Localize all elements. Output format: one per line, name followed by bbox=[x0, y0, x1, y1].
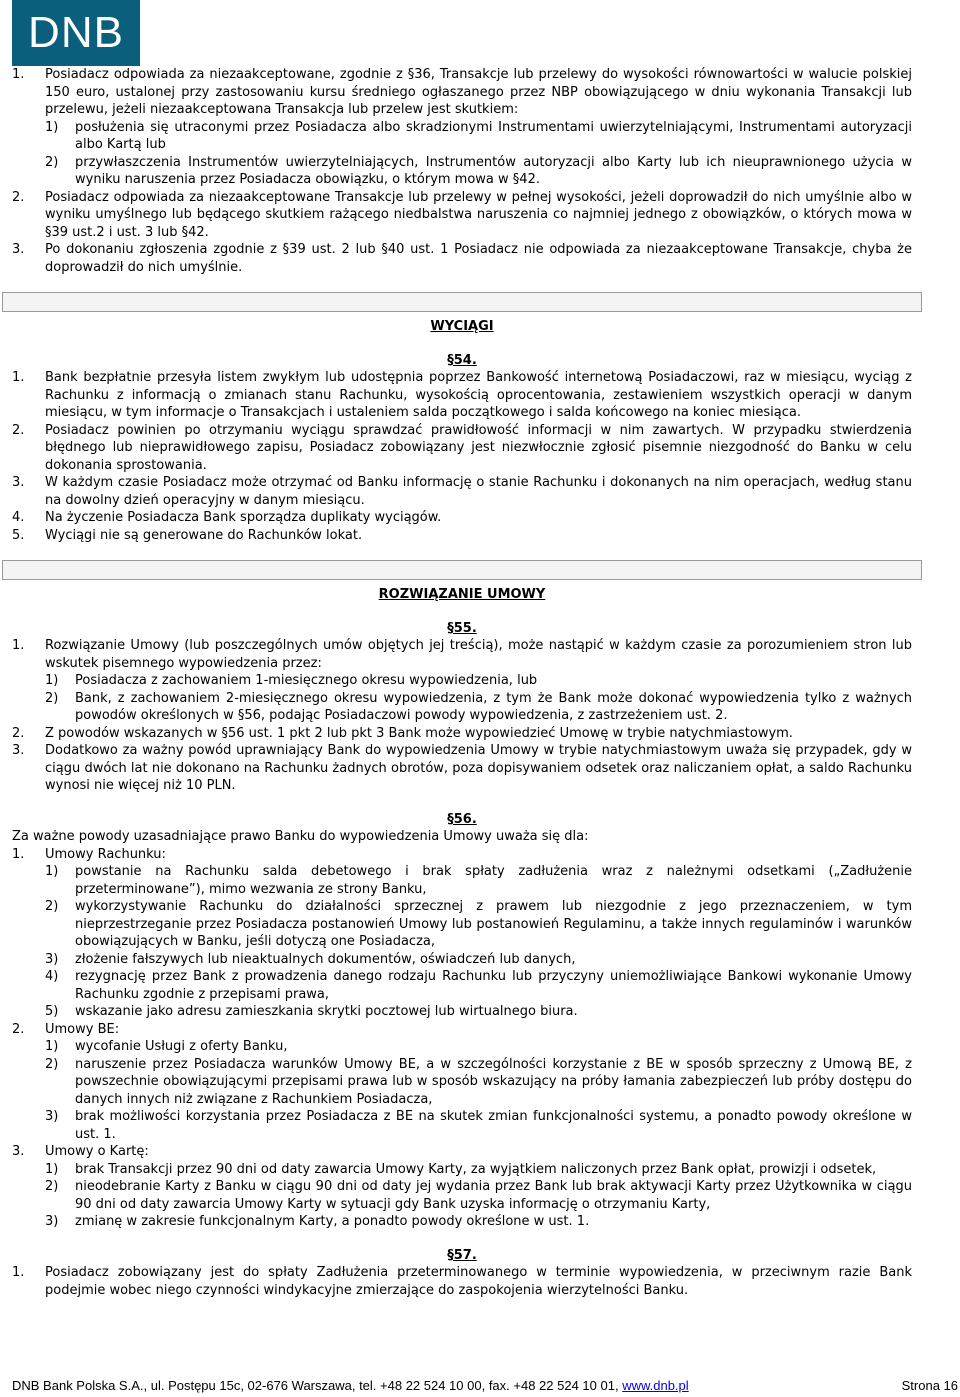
sub-item bbox=[45, 1213, 912, 1231]
section-divider bbox=[2, 560, 922, 580]
sub-text: naruszenie przez Posiadacza warunków Umowy BE, a w szczególności korzystanie z BE w sposób sprzeczny z Umową BE, z powszechnie obowiązującymi przepisami prawa lub w sposób wskazujący na próby łamania zabezpieczeń lub próby dostępu do danych innych niż związane z Rachunkiem Posiadacza, bbox=[75, 1056, 912, 1107]
item-text: W każdym czasie Posiadacz może otrzymać od Banku informację o stanie Rachunku i dokonanych na nim operacjach, według stanu na dowolny dzień operacyjny w danym miesiącu. bbox=[45, 475, 912, 508]
list-item bbox=[12, 369, 912, 422]
item-text: Bank bezpłatnie przesyła listem zwykłym lub udostępnia poprzez Bankowość internetową Posiadaczowi, raz w miesiącu, wyciąg z Rachunku z informacją o zmianach stanu Rachunku, wysokością oprocentowania, zestawieniem wszystkich operacji w danym miesiącu, w tym informacje o Transakcjach i ustaleniem salda początkowego i salda końcowego na koniec miesiąca. bbox=[45, 370, 912, 420]
sub-item bbox=[45, 1161, 912, 1179]
item-number: 1. bbox=[12, 67, 25, 82]
item-number: 2. bbox=[12, 1021, 25, 1037]
sub-text: posłużenia się utraconymi przez Posiadacza albo skradzionymi Instrumentami uwierzytelniającymi, Instrumentami autoryzacji albo Kartą lub bbox=[75, 119, 912, 152]
item-number: 3. bbox=[12, 1144, 25, 1159]
sub-item bbox=[45, 154, 912, 189]
item-number: 2. bbox=[12, 725, 25, 741]
dnb-logo bbox=[12, 0, 140, 66]
sub-number: 2) bbox=[45, 1179, 59, 1194]
sub-text: przywłaszczenia Instrumentów uwierzytelniających, Instrumentów autoryzacji albo Karty lub ich nieuprawnionego użycia w wyniku naruszenia przez Posiadacza obowiązku, o którym mowa w §42. bbox=[75, 154, 912, 187]
list-item bbox=[12, 474, 912, 509]
item-number: 4. bbox=[12, 510, 25, 525]
sub-text: wycofanie Usługi z oferty Banku, bbox=[75, 1039, 288, 1054]
item-text: Z powodów wskazanych w §56 ust. 1 pkt 2 lub pkt 3 Bank może wypowiedzieć Umowę w trybie natychmiastowym. bbox=[45, 725, 793, 741]
sub-number: 1) bbox=[45, 864, 59, 879]
sub-item bbox=[45, 863, 912, 898]
list-item bbox=[12, 637, 912, 672]
paragraph-intro: Za ważne powody uzasadniające prawo Banku do wypowiedzenia Umowy uważa się dla: bbox=[12, 829, 589, 844]
item-number: 1. bbox=[12, 1265, 25, 1280]
sub-text: brak możliwości korzystania przez Posiadacza z BE na skutek zmian funkcjonalności systemu, a ponadto powody określone w ust. 1. bbox=[75, 1109, 912, 1142]
list-item bbox=[12, 1143, 912, 1161]
list-item bbox=[12, 189, 912, 242]
item-text: Rozwiązanie Umowy (lub poszczególnych umów objętych jej treścią), może nastąpić w każdym czasie za porozumieniem stron lub wskutek pisemnego wypowiedzenia przez: bbox=[45, 638, 912, 671]
item-number: 1. bbox=[12, 846, 25, 862]
list-item bbox=[12, 422, 912, 475]
item-text: Wyciągi nie są generowane do Rachunków lokat. bbox=[45, 527, 363, 543]
sub-number: 1) bbox=[45, 1039, 59, 1054]
item-text: Dodatkowo za ważny powód uprawniający Bank do wypowiedzenia Umowy w trybie natychmiastowym uważa się przypadek, gdy w ciągu dwóch lat nie dokonano na Rachunku żadnych obrotów, poza dopisywaniem odsetek oraz naliczaniem opłat, a saldo Rachunku wynosi nie więcej niż 10 PLN. bbox=[45, 743, 912, 793]
item-number: 2. bbox=[12, 189, 25, 205]
list-item bbox=[12, 241, 912, 276]
sub-item bbox=[45, 119, 912, 154]
sub-number: 2) bbox=[45, 690, 59, 706]
footer-address-text: DNB Bank Polska S.A., ul. Postępu 15c, 02-676 Warszawa, tel. +48 22 524 10 00, fax. +48 22 524 10 01, bbox=[12, 1378, 623, 1393]
item-number: 3. bbox=[12, 743, 25, 758]
sub-item bbox=[45, 690, 912, 725]
section-title-wyciagi: WYCIĄGI bbox=[430, 319, 494, 334]
item-text: Na życzenie Posiadacza Bank sporządza duplikaty wyciągów. bbox=[45, 510, 442, 525]
sub-item bbox=[45, 1108, 912, 1143]
document-body bbox=[12, 66, 912, 1299]
section-divider bbox=[2, 292, 922, 312]
sub-number: 1) bbox=[45, 673, 59, 688]
sub-number: 2) bbox=[45, 154, 59, 170]
item-text: Posiadacz odpowiada za niezaakceptowane, zgodnie z §36, Transakcje lub przelewy do wysokości równowartości w walucie polskiej 150 euro, ustalonej przy zastosowaniu kursu średniego ogłaszanego przez NBP obowiązującego w dniu wykonania Transakcji lub przelewu, jeżeli niezaakceptowana Transakcja lub przelew jest skutkiem: bbox=[45, 67, 912, 117]
list-item bbox=[12, 742, 912, 795]
item-text: Umowy Rachunku: bbox=[45, 846, 166, 862]
item-number: 3. bbox=[12, 242, 25, 257]
item-number: 1. bbox=[12, 638, 25, 653]
sub-text: Bank, z zachowaniem 2-miesięcznego okresu wypowiedzenia, z tym że Bank może dokonać wypowiedzenia tylko z ważnych powodów określonych w §56, podając Posiadaczowi powody wypowiedzenia, z zastrzeżeniem ust. 2. bbox=[75, 690, 912, 723]
paragraph-number: §55. bbox=[447, 620, 477, 636]
item-text: Posiadacz powinien po otrzymaniu wyciągu sprawdzać prawidłowość informacji w nim zawartych. W przypadku stwierdzenia błędnego lub nieprawidłowego zapisu, Posiadacz zobowiązany jest niezwłocznie zgłosić pisemnie niezgodność do Banku w celu dokonania sprostowania. bbox=[45, 422, 912, 473]
logo-text: DNB bbox=[28, 8, 124, 57]
sub-text: rezygnację przez Bank z prowadzenia danego rodzaju Rachunku lub przyczyny uniemożliwiające Bankowi wykonanie Umowy Rachunku zgodnie z przepisami prawa, bbox=[75, 969, 912, 1002]
item-text: Umowy BE: bbox=[45, 1021, 120, 1037]
list-item bbox=[12, 66, 912, 119]
list-item bbox=[12, 509, 912, 527]
item-text: Po dokonaniu zgłoszenia zgodnie z §39 ust. 2 lub §40 ust. 1 Posiadacz nie odpowiada za niezaakceptowane Transakcje, chyba że doprowadził do nich umyślnie. bbox=[45, 242, 912, 275]
item-number: 2. bbox=[12, 422, 25, 438]
sub-item bbox=[45, 672, 912, 690]
sub-number: 5) bbox=[45, 1004, 59, 1019]
list-item bbox=[12, 846, 912, 864]
item-number: 1. bbox=[12, 370, 25, 385]
list-item bbox=[12, 527, 912, 545]
sub-number: 1) bbox=[45, 119, 59, 135]
sub-number: 2) bbox=[45, 899, 59, 914]
sub-text: powstanie na Rachunku salda debetowego i brak spłaty zadłużenia wraz z należnymi odsetkami („Zadłużenie przeterminowane”), mimo wezwania ze strony Banku, bbox=[75, 864, 912, 897]
sub-text: zmianę w zakresie funkcjonalnym Karty, a ponadto powody określone w ust. 1. bbox=[75, 1214, 590, 1229]
sub-item bbox=[45, 968, 912, 1003]
footer-address bbox=[12, 1378, 689, 1393]
sub-item bbox=[45, 1178, 912, 1213]
sub-text: złożenie fałszywych lub nieaktualnych dokumentów, oświadczeń lub danych, bbox=[75, 951, 576, 967]
list-item bbox=[12, 1264, 912, 1299]
sub-number: 4) bbox=[45, 969, 59, 984]
footer-website-link[interactable]: www.dnb.pl bbox=[622, 1378, 689, 1393]
sub-item bbox=[45, 1056, 912, 1109]
paragraph-number: §54. bbox=[447, 352, 477, 368]
sub-item bbox=[45, 1003, 912, 1021]
sub-number: 3) bbox=[45, 951, 59, 967]
sub-text: wskazanie jako adresu zamieszkania skrytki pocztowej lub wirtualnego biura. bbox=[75, 1004, 578, 1019]
sub-number: 2) bbox=[45, 1056, 59, 1072]
item-text: Umowy o Kartę: bbox=[45, 1144, 149, 1159]
item-number: 3. bbox=[12, 475, 25, 490]
sub-text: wykorzystywanie Rachunku do działalności sprzecznej z prawem lub niezgodnie z jego przeznaczeniem, w tym nieprzestrzeganie przez Posiadacza postanowień Umowy lub postanowień Regulaminu, a także innych regulaminów i warunków obowiązujących w Banku, jeśli dotyczą one Posiadacza, bbox=[75, 899, 912, 949]
sub-item bbox=[45, 951, 912, 969]
sub-number: 1) bbox=[45, 1161, 59, 1177]
sub-number: 3) bbox=[45, 1214, 59, 1229]
list-item bbox=[12, 725, 912, 743]
list-item bbox=[12, 1021, 912, 1039]
item-text: Posiadacz zobowiązany jest do spłaty Zadłużenia przeterminowanego w terminie wypowiedzenia, w przeciwnym razie Bank podejmie wobec niego czynności windykacyjne zmierzające do zaspokojenia wierzytelności Banku. bbox=[45, 1265, 912, 1298]
section-title-rozwiazanie: ROZWIĄZANIE UMOWY bbox=[378, 587, 546, 602]
sub-text: brak Transakcji przez 90 dni od daty zawarcia Umowy Karty, za wyjątkiem naliczonych przez Bank opłat, prowizji i odsetek, bbox=[75, 1161, 877, 1177]
sub-item bbox=[45, 898, 912, 951]
paragraph-number: §56. bbox=[447, 811, 477, 827]
page-footer bbox=[12, 1378, 958, 1393]
page-number: Strona 16 bbox=[901, 1378, 958, 1393]
sub-number: 3) bbox=[45, 1109, 59, 1124]
item-text: Posiadacz odpowiada za niezaakceptowane Transakcje lub przelewy w pełnej wysokości, jeżeli doprowadził do nich umyślnie albo w wyniku umyślnego lub będącego skutkiem rażącego niedbalstwa naruszenia co najmniej jednego z obowiązków, o których mowa w §39 ust.2 i ust. 3 lub §42. bbox=[45, 189, 912, 240]
sub-item bbox=[45, 1038, 912, 1056]
sub-text: Posiadacza z zachowaniem 1-miesięcznego okresu wypowiedzenia, lub bbox=[75, 673, 538, 688]
item-number: 5. bbox=[12, 527, 25, 543]
paragraph-number: §57. bbox=[447, 1247, 477, 1263]
sub-text: nieodebranie Karty z Banku w ciągu 90 dni od daty jej wydania przez Bank lub brak aktywacji Karty przez Użytkownika w ciągu 90 dni od daty zawarcia Umowy Karty w sytuacji gdy Bank uzyska informację o otrzymaniu Karty, bbox=[75, 1179, 912, 1212]
